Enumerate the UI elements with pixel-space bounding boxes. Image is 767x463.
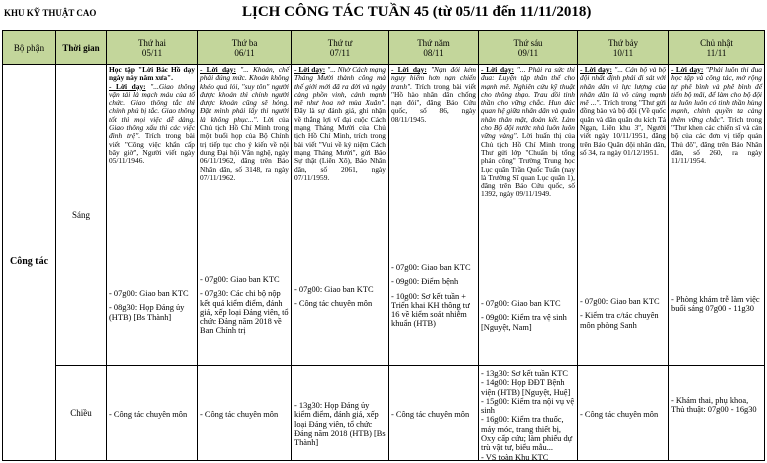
task-item: - 09g00: Điểm bệnh <box>391 277 459 287</box>
morning-cell <box>669 65 765 366</box>
task-item: - 15g00: Kiểm tra nội vụ vệ sinh <box>481 396 575 416</box>
task-item: - Công tác chuyên môn <box>294 299 373 309</box>
task-list <box>391 410 476 419</box>
quote-text: "...Giao thông vận tải là mạch máu của tổ chức. Giao thông tắc thì chính phủ bị tắc. Giao thông tốt thì mọi việc dễ dàng. Giao thông xấu thì các việc đình trệ". <box>109 81 195 141</box>
afternoon-cell <box>107 366 198 461</box>
task-item: - 07g00: Giao ban KTC <box>481 299 561 308</box>
day-date: 05/11 <box>141 47 163 58</box>
section-label: Công tác <box>3 65 56 461</box>
task-item: - 10g00: Sơ kết tuần + Triển khai KH thông tư 16 về kiểm soát nhiễm khuẩn (HTB) <box>391 291 470 329</box>
task-item: - 13g30: Sơ kết tuần KTC <box>481 369 569 378</box>
task-list <box>109 410 195 419</box>
row-label-morning: Sáng <box>56 65 107 366</box>
afternoon-row <box>3 366 765 461</box>
task-list <box>671 295 762 314</box>
task-list <box>391 263 476 329</box>
quote-source: Trích trong bài viết "Hồ hào nhân dân chống nạn đói", đăng Báo Cứu quốc, số 86, ngày 08/11/1945. <box>391 81 476 124</box>
task-item: - Công tác chuyên môn <box>200 410 279 419</box>
quote-source: Đây là sự đánh giá, ghi nhận về thắng lợi vĩ đại cuộc Cách mạng Tháng Mười của Chủ tịch Hồ Chí Minh, trích trong bài viết "Vui về kỷ niệm Cách mạng Tháng Mười", gửi Báo Sự thật (Liên Xô), Báo Nhân dân, số 2061, ngày 07/11/1959. <box>294 106 386 182</box>
morning-row <box>3 65 765 366</box>
col-day <box>198 31 292 65</box>
task-list <box>580 297 666 330</box>
day-name: Thứ năm <box>417 37 450 48</box>
quote-source: Lời của Chủ tịch Hồ Chí Minh trong một buổi họp của Bộ Chính trị tiếp tục cho ý kiến về nội dung Đại hội Văn nghệ, ngày 06/11/1962, đăng trên Báo Nhân dân, số 3148, ra ngày 07/11/1962. <box>200 114 289 182</box>
morning-cell <box>389 65 479 366</box>
morning-cell <box>107 65 198 366</box>
task-list <box>200 275 289 336</box>
unit-name: KHU KỸ THUẬT CAO <box>4 8 97 18</box>
task-item: - 07g00: Giao ban KTC <box>294 285 374 294</box>
morning-cell <box>292 65 389 366</box>
quote-text: "... Nhờ Cách mạng Tháng Mười thành công mà thế giới mới đã ra đời và ngày càng phồn vinh, cánh mạnh mẽ như hoa nở mùa Xuân". <box>294 65 386 108</box>
task-item: - 07g00: Giao ban KTC <box>391 263 471 272</box>
afternoon-cell <box>389 366 479 461</box>
task-item: - 09g00: Kiểm tra vệ sinh [Nguyệt, Nam] <box>481 313 567 332</box>
day-date: 08/11 <box>423 47 444 58</box>
day-name: Thứ bảy <box>607 37 639 48</box>
quote-label: - Lời dạy: <box>671 65 704 74</box>
task-item: - 08g30: Họp Đảng ủy (HTB) [Bs Thành] <box>109 303 185 322</box>
task-list <box>109 289 195 322</box>
task-list <box>294 401 386 447</box>
quote-label: - Lời dạy: <box>481 65 515 74</box>
task-item: - 07g00: Giao ban KTC <box>109 289 189 298</box>
task-item: - 07g00: Giao ban KTC <box>580 297 660 306</box>
day-name: Thứ ba <box>231 37 258 48</box>
morning-cell <box>198 65 292 366</box>
task-item: - 14g00: Họp ĐĐT Bệnh viện (HTB) [Nguyệt, Huệ] <box>481 378 571 397</box>
task-item: - Phòng khám trễ làm việc buổi sáng 07g00 - 11g30 <box>671 295 760 314</box>
document-header <box>0 0 767 30</box>
task-item: - Công tác chuyên môn <box>391 410 470 419</box>
cell-heading: Học tập "Lời Bác Hồ dạy ngày này năm xưa". <box>109 65 195 83</box>
col-dept: Bộ phận <box>3 31 56 65</box>
col-day <box>389 31 479 65</box>
quote-label: - Lời dạy: <box>200 65 236 74</box>
col-day <box>479 31 578 65</box>
day-name: Thứ hai <box>137 37 167 48</box>
day-date: 09/11 <box>517 47 539 58</box>
afternoon-cell <box>479 366 578 461</box>
quote-source: Trích trong bài viết "Công việc khẩn cấp bây giờ", Người viết ngày 05/11/1946. <box>109 131 195 166</box>
quote-text: "... Cán bộ và bộ đội nhất định phải đi sát với nhân dân vì lực lượng của nhân dân là vô cùng mạnh mẽ ...". <box>580 65 666 108</box>
morning-cell <box>479 65 578 366</box>
task-item: - VS toàn Khu KTC <box>481 452 549 461</box>
col-day <box>292 31 389 65</box>
task-list <box>671 396 762 415</box>
task-item: - 16g00: Kiểm tra thuốc, máy móc, trang thiết bị, Oxy cấp cứu; làm phiếu dự trù vật tư, biểu mẫu... <box>481 415 573 453</box>
day-date: 06/11 <box>234 47 255 58</box>
col-time: Thời gian <box>56 31 107 65</box>
task-list <box>580 410 666 419</box>
day-date: 10/11 <box>612 47 634 58</box>
row-label-afternoon: Chiều <box>56 366 107 461</box>
col-day <box>669 31 765 65</box>
task-list <box>481 299 575 332</box>
day-name: Thứ sáu <box>513 37 543 48</box>
morning-cell <box>578 65 669 366</box>
quote-text: "... Khoán, chế phải đúng mức. Khoán không khéo quá lỏi, "suy tôn" người được khoán thì chính người được khoán cũng sẽ hỏng. Đặt mình phải lấy thi người là không phục...". <box>200 65 289 124</box>
col-day <box>107 31 198 65</box>
afternoon-cell <box>198 366 292 461</box>
quote-label: - Lời dạy: <box>580 65 612 74</box>
header-row <box>3 31 765 65</box>
quote-text: "Nạn đói kém nguy hiểm hơn nạn chiến tranh". <box>391 65 476 91</box>
afternoon-cell <box>292 366 389 461</box>
quote-label: - Lời dạy: <box>294 65 326 74</box>
task-list <box>294 285 386 309</box>
task-item: - Công tác chuyên môn <box>109 410 188 419</box>
quote-source: Trích trong "Thư khen các chiến sĩ và cán bộ của các đơn vị tiếp quản Thủ đô", đăng trên Báo Nhân dân, số 260, ra ngày 11/11/1954. <box>671 114 762 166</box>
quote-source: Trích trong "Thư gửi đồng bào và bộ đội (Về quốc quân và dân quân du kích Tả Ngạn, Liên khu 3", Người viết ngày 10/11/1951, đăng trên Báo Quân đội nhân dân, số 34, ra ngày 01/12/1951. <box>580 98 666 157</box>
afternoon-cell <box>578 366 669 461</box>
schedule-table <box>2 30 765 461</box>
task-item: - 13g30: Họp Đảng ủy kiểm điểm, đánh giá, xếp loại Đảng viên, tổ chức Đảng năm 2018 (HTB) [Bs Thành] <box>294 401 386 448</box>
quote-source: Lời huấn thị của Chủ tịch Hồ Chí Minh trong Thư gửi lớp "Chuẩn bị tổng phản công" Trường Trung học Lục quân Trần Quốc Tuấn (nay là Trường Sĩ quan Lục quân 1), đăng trên Báo Cứu quốc, số 1392, ngày 09/11/1949. <box>481 131 575 199</box>
quote-label: - Lời dạy: <box>109 81 146 91</box>
afternoon-cell <box>669 366 765 461</box>
task-item: - 07g00: Giao ban KTC <box>200 275 280 284</box>
col-day <box>578 31 669 65</box>
quote-text: "... Phải ra sức thi đua: Luyện tập thân thể cho mạnh mẽ. Nghiên cứu kỹ thuật cho thông thạo. Trau dồi tinh thần cho vững chắc. Hun đúc quan hệ giữa nhân dân và quân nhân thân mật, đoàn kết. Làm cho Bộ đội nước nhà luôn luôn vững vàng". <box>481 65 575 141</box>
task-list <box>200 410 289 419</box>
task-list <box>481 369 575 461</box>
task-item: - Kiểm tra c/tác chuyên môn phòng Sanh <box>580 311 659 330</box>
page-title: LỊCH CÔNG TÁC TUẦN 45 (từ 05/11 đến 11/11/2018) <box>242 4 592 20</box>
quote-label: - Lời dạy: <box>391 65 427 74</box>
task-item: - Công tác chuyên môn <box>580 410 659 419</box>
day-date: 07/11 <box>329 47 351 58</box>
task-item: - 07g30: Các chi bộ nộp kết quả kiểm điểm, đánh giá, xếp loại Đảng viên, tổ chức Đảng năm 2018 về Ban Chính trị <box>200 289 289 336</box>
task-item: - Khám thai, phụ khoa, Thủ thuật: 07g00 - 16g30 <box>671 396 757 415</box>
day-name: Thứ tư <box>327 37 353 48</box>
day-date: 11/11 <box>706 47 727 58</box>
quote-text: "Phải luôn thi đua học tập và công tác, mở rộng tự phê bình và phê bình để tiến bộ mãi, để làm cho bộ đội ta luôn luôn có tinh thần hùng mạnh, chính quyền ta càng thêm vững chắc". <box>671 65 762 124</box>
day-name: Chủ nhật <box>700 37 733 48</box>
